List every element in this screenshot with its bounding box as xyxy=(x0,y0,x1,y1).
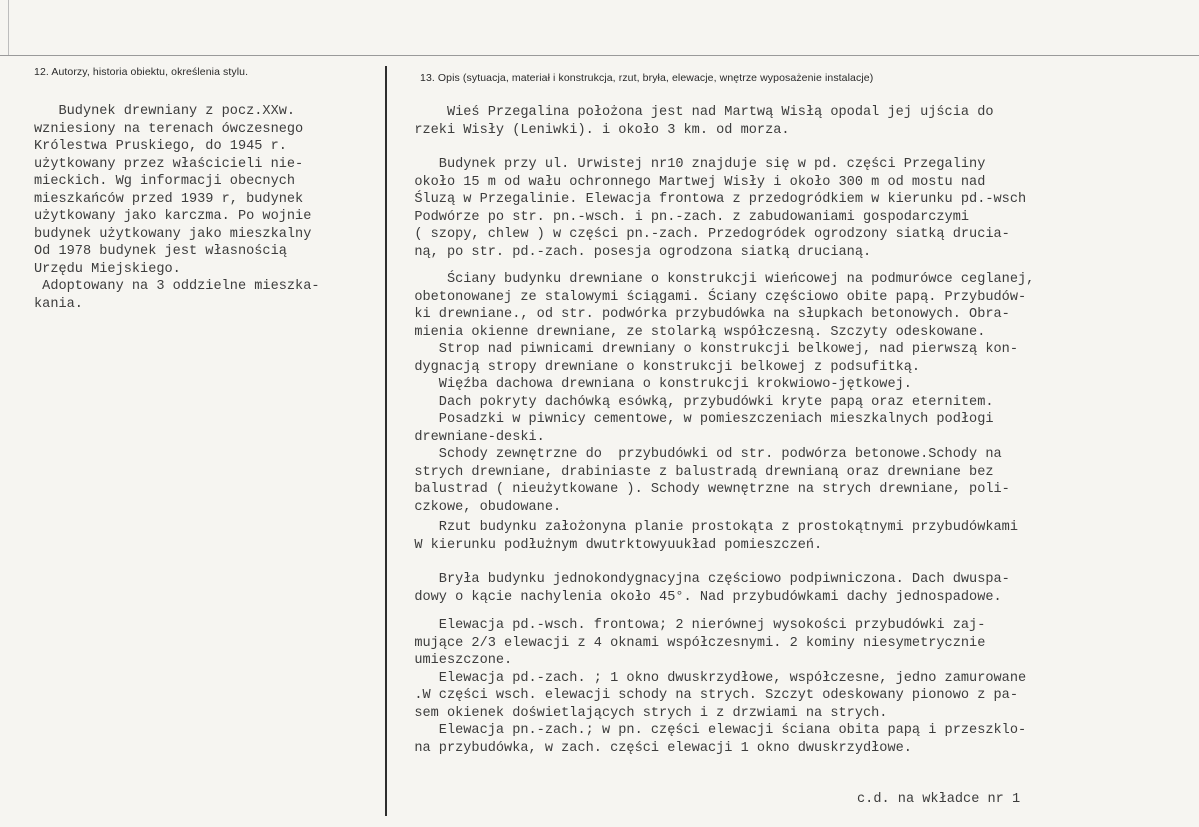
description-paragraph-elevations: Elewacja pd.-wsch. frontowa; 2 nierównej wysokości przybudówki zaj- mujące 2/3 elewacji z 4 oknami współczesnymi. 2 kominy niesymetrycznie umieszczone. Elewacja pd.-zach. ; 1 okno dwuskrzydłowe, współczesne, jedno zamurowane .W części wsch. elewacji schody na strych. Szczyt odeskowany pionowo z pa- sem okienek doświetlających strych i z drzwiami na strych. Elewacja pn.-zach.; w pn. części elewacji ściana obita papą i przeszklo- na przybudówka, w zach. części elewacji 1 okno dwuskrzydłowe. xyxy=(414,618,1027,756)
description-paragraph-site: Budynek przy ul. Urwistej nr10 znajduje się w pd. części Przegaliny około 15 m od wału ochronnego Martwej Wisły i około 300 m od mostu nad Śluzą w Przegalinie. Elewacja frontowa z przedogródkiem w kierunku pd.-wsch Podwórze po str. pn.-wsch. i pn.-zach. z zabudowaniami gospodarczymi ( szopy, chlew ) w części pn.-zach. Przedogródek ogrodzony siatką drucia- ną, po str. pd.-zach. posesja ogrodzona siatką drucianą. xyxy=(414,157,1027,260)
history-text: Budynek drewniany z pocz.XXw. wzniesiony na terenach ówczesnego Królestwa Pruskiego, do 1945 r. użytkowany przez właścicieli nie- mieckich. Wg informacji obecnych mieszkańców przed 1939 r, budynek użytkowany jako karczma. Po wojnie budynek użytkowany jako mieszkalny Od 1978 budynek jest własnością Urzędu Miejskiego. Adoptowany na 3 oddzielne mieszka- kania. xyxy=(34,104,320,312)
description-paragraph-location: Wieś Przegalina położona jest nad Martwą Wisłą opodal jej ujścia do rzeki Wisły (Leniwki). i około 3 km. od morza. xyxy=(414,105,994,138)
description-paragraph-plan: Rzut budynku założonyna planie prostokąta z prostokątnymi przybudówkami W kierunku podłużnym dwutrktowyuukład pomieszczeń. xyxy=(414,520,1018,553)
description-paragraph-construction: Ściany budynku drewniane o konstrukcji wieńcowej na podmurówce ceglanej, obetonowanej ze stalowymi ściągami. Ściany częściowo obite papą. Przybudów- ki drewniane., od str. podwórka przybudówka na słupkach betonowych. Obra- mienia okienne drewniane, ze stolarką współczesną. Szczyty odeskowane. Strop nad piwnicami drewniany o konstrukcji belkowej, nad pierwszą kon- dygnacją stropy drewniane o konstrukcji belkowej z podsufitką. Więźba dachowa drewniana o konstrukcji krokwiowo-jętkowej. Dach pokryty dachówką esówką, przybudówki kryte papą oraz eternitem. Posadzki w piwnicy cementowe, w pomieszczeniach mieszkalnych podłogi drewniane-deski. Schody zewnętrzne do przybudówki od str. podwórza betonowe.Schody na strych drewniane, drabiniaste z balustradą drewnianą oraz drewniane bez balustrad ( nieużytkowane ). Schody wewnętrzne na strych drewniane, poli- czkowe, obudowane. xyxy=(414,272,1035,515)
continuation-note: c.d. na wkładce nr 1 xyxy=(857,792,1021,807)
description-paragraph-massing: Bryła budynku jednokondygnacyjna częściowo podpiwniczona. Dach dwuspa- dowy o kącie nachylenia około 45°. Nad przybudówkami dachy jednospadowe. xyxy=(414,572,1010,605)
top-left-edge-line xyxy=(8,0,9,55)
left-section-header: 12. Autorzy, historia obiektu, określenia stylu. xyxy=(34,66,249,78)
column-divider xyxy=(385,66,387,816)
right-section-header: 13. Opis (sytuacja, materiał i konstrukcja, rzut, bryła, elewacje, wnętrze wyposażenie instalacje) xyxy=(420,72,874,84)
top-horizontal-rule xyxy=(0,55,1199,56)
